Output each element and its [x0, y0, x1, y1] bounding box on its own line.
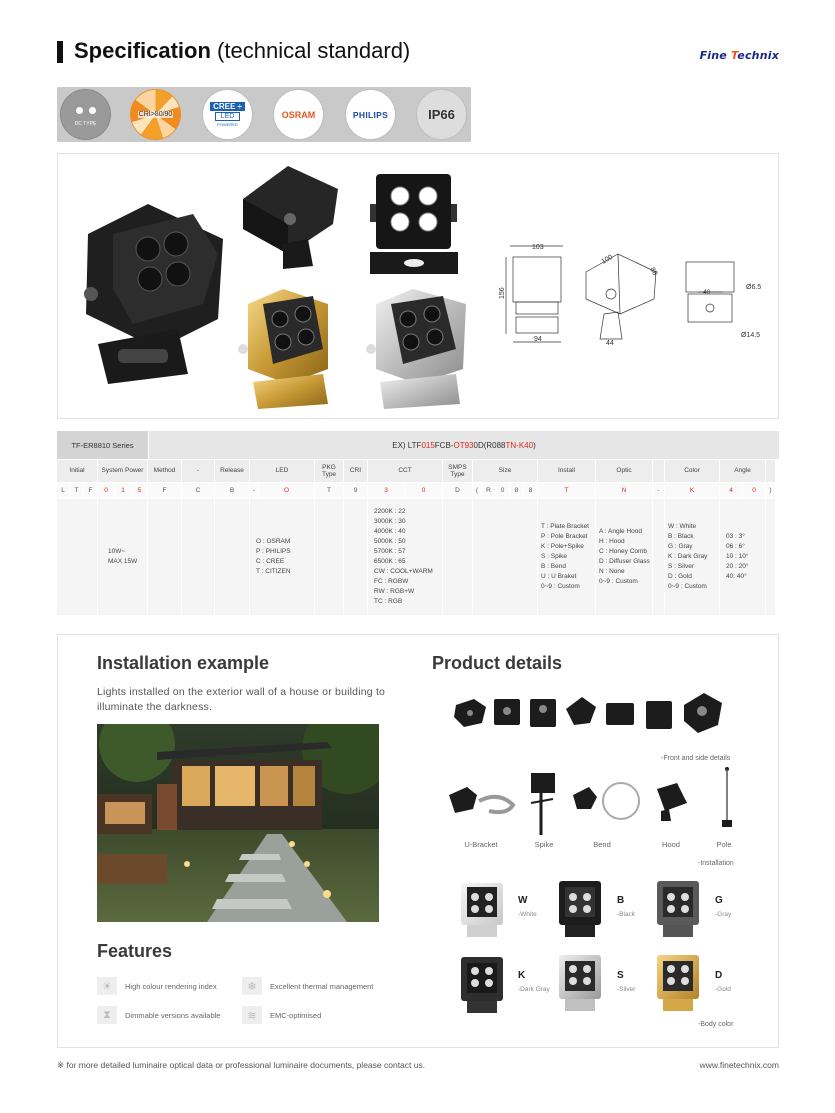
- code-cell: ): [766, 483, 775, 498]
- dc-type-badge: DC TYPE: [60, 89, 111, 140]
- silver-fixture: [366, 289, 466, 409]
- code-cell: -: [653, 483, 664, 498]
- page-title: Specification (technical standard): [74, 38, 411, 63]
- install-label: Hood: [662, 840, 680, 849]
- dim-103: 103: [532, 244, 544, 251]
- options-release: [215, 499, 249, 615]
- code-cell: D: [443, 483, 472, 498]
- install-label: U-Bracket: [464, 840, 498, 849]
- code-cell: 4: [720, 483, 742, 498]
- model-example: EX) LTF 015 FCB- OT 93 0 D(R088 TN-K40 ): [149, 431, 779, 459]
- bend-thumb: [573, 783, 639, 819]
- code-cell: 3: [368, 483, 404, 498]
- color-code-white: W: [518, 895, 528, 906]
- black-fixture-front: [370, 174, 458, 274]
- options-pkg: [315, 499, 343, 615]
- options-method: [148, 499, 181, 615]
- feature-item: ☀ High colour rendering index: [97, 977, 217, 995]
- dimension-front: [506, 246, 563, 342]
- code-cell: B: [215, 483, 249, 498]
- code-cell: F: [84, 483, 97, 498]
- header-cell: SMPS Type: [443, 460, 472, 482]
- install-label: Bend: [593, 840, 611, 849]
- header-cell: System Power: [98, 460, 147, 482]
- code-cell: 0: [496, 483, 509, 498]
- series-label: TF-ER8810 Series: [57, 431, 148, 459]
- color-name-black: -Black: [617, 911, 636, 918]
- header-cell: PKG Type: [315, 460, 343, 482]
- product-images-panel: [57, 153, 779, 419]
- code-cell: L: [57, 483, 69, 498]
- front-side-thumbnails: [448, 687, 748, 742]
- code-cell: -: [250, 483, 258, 498]
- options-gap: [653, 499, 664, 615]
- code-cell: 1: [115, 483, 131, 498]
- code-cell: K: [665, 483, 719, 498]
- light-bulb-icon: ☀: [97, 977, 117, 995]
- installation-photo: [97, 724, 379, 922]
- brand-logo: Fine Technix: [699, 49, 779, 62]
- installation-thumbnails: [443, 765, 753, 840]
- code-cell: 0: [98, 483, 114, 498]
- color-code-gray: G: [715, 895, 723, 906]
- code-cell: T: [70, 483, 83, 498]
- options-smps: [443, 499, 472, 615]
- header-cell: LED: [250, 460, 314, 482]
- dimension-iso: [586, 254, 659, 339]
- philips-badge: PHILIPS: [345, 89, 396, 140]
- header-cell: Angle: [720, 460, 765, 482]
- osram-badge: OSRAM: [273, 89, 324, 140]
- install-label: Pole: [716, 840, 732, 849]
- color-code-gold: D: [715, 970, 723, 981]
- header-cell: CRI: [344, 460, 367, 482]
- installation-heading: Installation example: [97, 653, 270, 673]
- header-cell: [653, 460, 664, 482]
- header-cell: Release: [215, 460, 249, 482]
- header-cell: Initial: [57, 460, 97, 482]
- title-bar-accent: [57, 41, 63, 63]
- header-cell: Optic: [596, 460, 652, 482]
- page-header: [57, 38, 779, 68]
- silver-variant: [559, 955, 601, 1011]
- ip66-badge: IP66: [416, 89, 467, 140]
- color-code-silver: S: [617, 970, 624, 981]
- code-cell: O: [259, 483, 314, 498]
- dim-88: 88: [648, 266, 659, 277]
- code-cell: T: [315, 483, 343, 498]
- code-cell: R: [482, 483, 495, 498]
- code-cell: 5: [132, 483, 147, 498]
- color-code-black: B: [617, 895, 625, 906]
- gold-variant: [657, 955, 699, 1011]
- color-name-white: -White: [518, 911, 537, 918]
- header-cell: CCT: [368, 460, 442, 482]
- dim-156: 156: [499, 287, 506, 299]
- code-cell: 8: [524, 483, 537, 498]
- spec-table: [57, 431, 779, 615]
- details-panel: [57, 634, 779, 1048]
- options-color: W : White B : Black G : Gray K : Dark Gray S : Silver D : Gold 0~9 : Custom: [665, 499, 719, 615]
- black-fixture-side: [243, 166, 338, 269]
- options-optic: A : Angle Hood H : Hood C : Honey Comb D : Diffuser Glass N : None 0~9 : Custom: [596, 499, 652, 615]
- gold-fixture: [238, 289, 328, 409]
- color-name-gray: -Gray: [715, 911, 732, 918]
- gray-variant: [657, 881, 699, 937]
- color-name-dark-gray: -Dark Gray: [518, 986, 550, 993]
- spec-title-row: [57, 431, 779, 459]
- footer-note: ※ for more detailed luminaire optical data or professional luminaire documents, please contact us.: [57, 1060, 426, 1070]
- color-variant-thumbnails: [453, 875, 753, 1015]
- cree-badge: CREE ÷ LED POWERED: [202, 89, 253, 140]
- dim-100: 100: [600, 253, 615, 266]
- spike-thumb: [531, 773, 555, 835]
- color-name-gold: -Gold: [715, 986, 731, 993]
- hourglass-icon: ⧗: [97, 1006, 117, 1024]
- color-name-silver: -Silver: [617, 986, 636, 993]
- options-angle: 03 : 3° 06 : 6° 10 : 10° 20 : 20° 40: 40°: [720, 499, 765, 615]
- options-cri: [344, 499, 367, 615]
- header-cell: Install: [538, 460, 595, 482]
- code-cell: 9: [344, 483, 367, 498]
- dark-gray-variant: [461, 957, 503, 1013]
- options-initial: [57, 499, 97, 615]
- code-cell: F: [148, 483, 181, 498]
- header-cell: Size: [473, 460, 537, 482]
- black-fixture-large: [84, 204, 223, 384]
- certification-badges: [57, 87, 471, 142]
- cri-badge: CRI>80/90: [130, 89, 181, 140]
- feature-item: ⧗ Dimmable versions available: [97, 1006, 220, 1024]
- pole-thumb: [722, 767, 732, 827]
- feature-item: ≋ EMC-optimised: [242, 1006, 321, 1024]
- spec-header-row: [57, 460, 779, 482]
- color-code-dark-gray: K: [518, 970, 526, 981]
- options-power: 10W~ MAX 15W: [98, 499, 147, 615]
- options-led: O : OSRAM P : PHILIPS C : CREE T : CITIZEN: [250, 499, 314, 615]
- product-details-heading: Product details: [432, 653, 563, 673]
- code-cell: N: [596, 483, 652, 498]
- dim-94: 94: [534, 336, 542, 343]
- hood-thumb: [657, 783, 687, 821]
- options-dash: [182, 499, 214, 615]
- header-cell: Color: [665, 460, 719, 482]
- black-variant: [559, 881, 601, 937]
- installation-caption: -Installation: [698, 860, 734, 867]
- options-size: [473, 499, 537, 615]
- options-install: T : Plate Bracket P : Pole Bracket K : Pole+Spike S : Spike B : Bend U : U Braket 0~9 : Custom: [538, 499, 595, 615]
- code-cell: 8: [510, 483, 523, 498]
- options-end: [766, 499, 775, 615]
- features-heading: Features: [97, 941, 173, 961]
- spec-options-row: [57, 499, 779, 615]
- header-cell-end: [766, 460, 775, 482]
- dim-40: 40: [703, 289, 711, 296]
- body-color-caption: -Body color: [698, 1021, 734, 1028]
- spec-code-row: [57, 483, 779, 498]
- footer-website-link[interactable]: www.finetechnix.com: [699, 1060, 779, 1070]
- header-cell: Method: [148, 460, 181, 482]
- front-side-caption: -Front and side details: [661, 755, 731, 762]
- dim-14-5: Ø14.5: [741, 332, 761, 339]
- header-cell: -: [182, 460, 214, 482]
- code-cell: 0: [405, 483, 442, 498]
- white-variant: [461, 883, 503, 937]
- wave-icon: ≋: [242, 1006, 262, 1024]
- feature-item: ❄ Excellent thermal management: [242, 977, 373, 995]
- dim-6-5: Ø6.5: [746, 284, 762, 291]
- u-bracket-thumb: [449, 787, 513, 813]
- installation-description: Lights installed on the exterior wall of a house or building to illuminate the darkness.: [97, 686, 386, 713]
- product-renderings: [58, 154, 780, 420]
- code-cell: (: [473, 483, 481, 498]
- code-cell: T: [538, 483, 595, 498]
- code-cell: 0: [743, 483, 765, 498]
- dim-44: 44: [606, 340, 614, 347]
- install-label: Spike: [534, 840, 554, 849]
- options-cct: 2200K : 22 3000K : 30 4000K : 40 5000K : 50 5700K : 57 6500K : 65 CW : COOL+WARM FC : RGBW RW : RGB+W TC : RGB: [368, 499, 442, 615]
- snowflake-icon: ❄: [242, 977, 262, 995]
- code-cell: C: [182, 483, 214, 498]
